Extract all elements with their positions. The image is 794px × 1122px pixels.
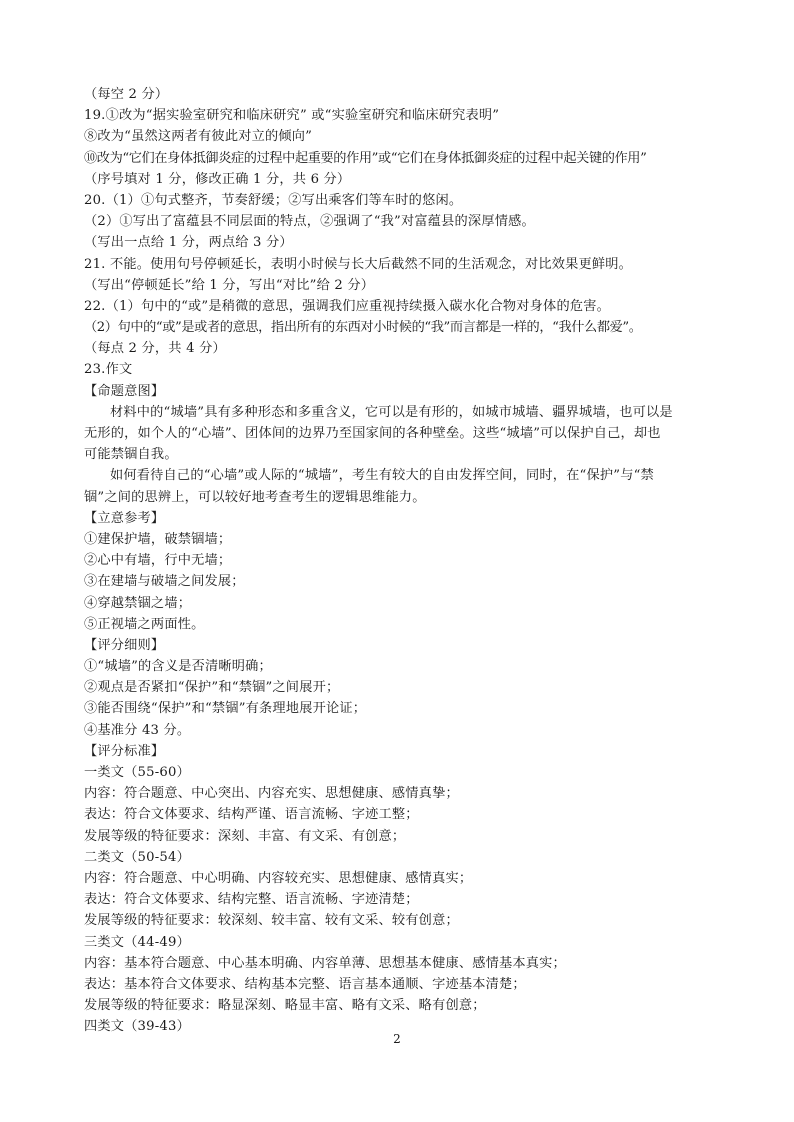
section-heading: 【命题意图】 [84, 383, 165, 399]
criteria-line: 发展等级的特征要求：略显深刻、略显丰富、略有文采、略有创意； [84, 998, 486, 1014]
text-line: （每点 2 分，共 4 分） [84, 341, 226, 357]
grade-title: 四类文（39-43） [84, 1019, 190, 1035]
text-line: （序号填对 1 分，修改正确 1 分，共 6 分） [84, 171, 351, 187]
criteria-line: 内容：符合题意、中心突出、内容充实、思想健康、感情真挚； [84, 786, 459, 802]
list-item: ③在建墙与破墙之间发展； [84, 574, 245, 590]
paragraph-line: 可能禁锢自我。 [84, 447, 178, 463]
criteria-line: 内容：符合题意、中心明确、内容较充实、思想健康、感情真实； [84, 870, 473, 886]
section-heading: 【立意参考】 [84, 510, 165, 526]
list-item: ②观点是否紧扣“保护”和“禁锢”之间展开； [84, 680, 340, 696]
grade-title: 三类文（44-49） [84, 934, 190, 950]
list-item: ①建保护墙，破禁锢墙； [84, 531, 232, 547]
answer-key-text [84, 84, 724, 1037]
paragraph-line: 锢”之间的思辨上，可以较好地考查考生的逻辑思维能力。 [84, 489, 426, 505]
text-line: 20.（1）①句式整齐，节奏舒缓；②写出乘客们等车时的悠闲。 [84, 192, 463, 208]
text-line: （每空 2 分） [84, 87, 169, 102]
list-item: ④基准分 43 分。 [84, 722, 191, 738]
criteria-line: 表达：符合文体要求、结构严谨、语言流畅、字迹工整； [84, 807, 419, 823]
list-item: ②心中有墙，行中无墙； [84, 553, 232, 569]
text-line: 22.（1）句中的“或”是稍微的意思，强调我们应重视持续摄入碳水化合物对身体的危害。 [84, 298, 610, 314]
text-line: （写出一点给 1 分，两点给 3 分） [84, 235, 293, 251]
section-title: 23.作文 [84, 362, 133, 378]
text-line: （2）①写出了富蕴县不同层面的特点，②强调了“我”对富蕴县的深厚情感。 [84, 214, 535, 230]
text-line: （写出“停顿延长”给 1 分，写出“对比”给 2 分） [84, 277, 375, 293]
criteria-line: 发展等级的特征要求：较深刻、较丰富、较有文采、较有创意； [84, 913, 459, 929]
paragraph-line: 无形的，如个人的“心墙”、团体间的边界乃至国家间的各种壁垒。这些“城墙”可以保护自己，却也 [84, 426, 661, 441]
list-item: ⑤正视墙之两面性。 [84, 616, 205, 632]
criteria-line: 表达：基本符合文体要求、结构基本完整、语言基本通顺、字迹基本清楚； [84, 976, 526, 992]
text-line: （2）句中的“或”是或者的意思，指出所有的东西对小时候的“我”而言都是一样的，“我什么都爱”。 [84, 320, 642, 336]
section-heading: 【评分标准】 [84, 743, 165, 759]
criteria-line: 内容：基本符合题意、中心基本明确、内容单薄、思想基本健康、感情基本真实； [84, 955, 566, 971]
criteria-line: 表达：符合文体要求、结构完整、语言流畅、字迹清楚； [84, 892, 419, 908]
list-item: ④穿越禁锢之墙； [84, 595, 192, 611]
page-number: 2 [393, 1032, 401, 1046]
text-line: 19.①改为“据实验室研究和临床研究” 或“实验室研究和临床研究表明” [84, 108, 500, 124]
text-line: 21. 不能。使用句号停顿延长，表明小时候与长大后截然不同的生活观念，对比效果更鲜明。 [84, 256, 633, 272]
criteria-line: 发展等级的特征要求：深刻、丰富、有文采、有创意； [84, 828, 406, 844]
grade-title: 一类文（55-60） [84, 765, 190, 780]
paragraph-line: 材料中的“城墙”具有多种形态和多重含义，它可以是有形的，如城市城墙、疆界城墙，也可以是 [110, 404, 673, 420]
paragraph-line: 如何看待自己的“心墙”或人际的“城墙”，考生有较大的自由发挥空间，同时，在“保护”与“禁 [110, 468, 654, 484]
list-item: ①“城墙”的含义是否清晰明确； [84, 659, 272, 675]
list-item: ③能否围绕“保护”和“禁锢”有条理地展开论证； [84, 701, 367, 717]
text-line: ⑧改为“虽然这两者有彼此对立的倾向” [84, 129, 313, 145]
section-heading: 【评分细则】 [84, 637, 165, 653]
grade-title: 二类文（50-54） [84, 849, 190, 865]
text-line: ⑩改为“它们在身体抵御炎症的过程中起重要的作用”或“它们在身体抵御炎症的过程中起关键的作用” [84, 150, 647, 166]
